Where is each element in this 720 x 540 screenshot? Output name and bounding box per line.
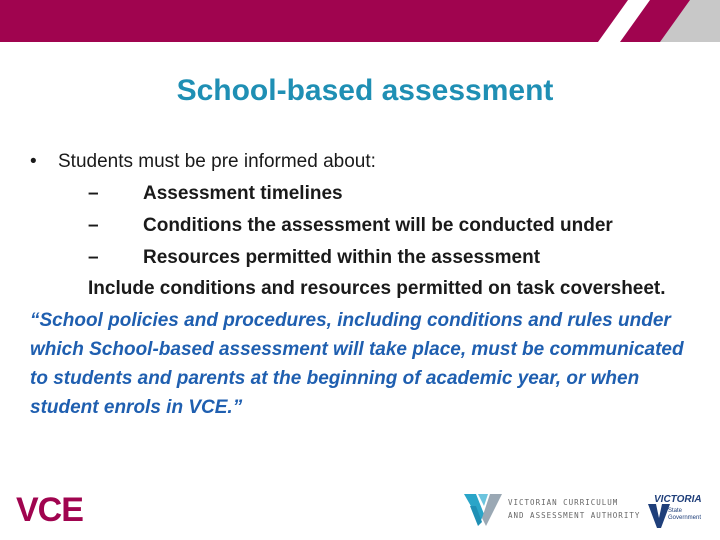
victoria-word: VICTORIA (654, 494, 702, 505)
victoria-sub-line2: Government (668, 515, 702, 521)
slide-body (30, 146, 700, 422)
victoria-sub (668, 508, 701, 522)
coversheet-note: Include conditions and resources permitted on task coversheet. (88, 278, 666, 299)
list-item-text: Assessment timelines (143, 183, 343, 204)
bullet-item (30, 146, 700, 178)
list-item-text: Resources permitted within the assessment (143, 247, 541, 268)
vcaa-mark-icon (462, 492, 504, 528)
victoria-sub-line1: State (668, 508, 683, 514)
banner-stripes (0, 0, 720, 42)
vcaa-line2: AND ASSESSMENT AUTHORITY (508, 511, 641, 520)
policy-quote: “School policies and procedures, including conditions and rules under which School-based assessment will take place, must be communicated to students and parents at the beginning of academic year, or when student enrols in VCE.” (30, 310, 684, 418)
list-item (30, 242, 700, 274)
top-banner (0, 0, 720, 42)
dash-marker: – (88, 183, 99, 204)
vce-logo: VCE (16, 491, 83, 529)
bullet-marker: • (30, 151, 37, 172)
bullet-text: Students must be pre informed about: (58, 151, 376, 172)
victoria-v-icon (648, 504, 670, 528)
list-item (30, 178, 700, 210)
list-item (30, 210, 700, 242)
vcaa-logo (462, 492, 641, 528)
vcaa-text (508, 496, 640, 522)
slide-title: School-based assessment (176, 74, 554, 107)
victoria-logo (648, 490, 712, 532)
banner-white-stripe (598, 0, 650, 42)
dash-marker: – (88, 247, 99, 268)
vcaa-line1: VICTORIAN CURRICULUM (508, 498, 619, 507)
banner-grey-stripe (660, 0, 720, 42)
dash-marker: – (88, 215, 99, 236)
list-item-text: Conditions the assessment will be conducted under (143, 215, 613, 236)
